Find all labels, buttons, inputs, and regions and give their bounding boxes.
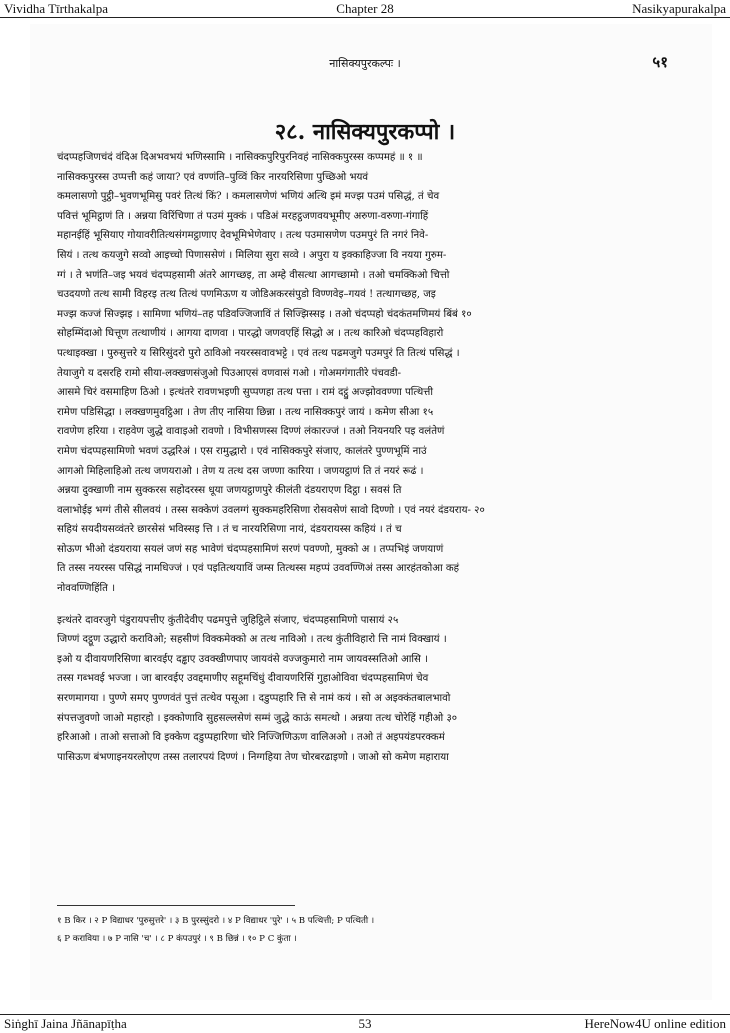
- text-line: नासिक्कपुरस्स उप्पत्ती कहं जाया? एवं वण्णंति–पुव्विं किर नारयरिसिणा पुच्छिओ भयवं: [57, 171, 369, 183]
- page-footer: [0, 1016, 730, 1033]
- footer-page-number: 53: [358, 1016, 372, 1031]
- text-line: इओ य दीवायणरिसिणा बारवईए दड्ढाए उवक्खीणपाए जायवंसे वज्जकुमारो नाम जायवस्सतिओ आसि ।: [57, 653, 429, 665]
- footnotes: [57, 912, 669, 948]
- text-line: सोऊण भीओ दंडयराया सयलं जणं सह भावेणं चंदप्पहसामिणं सरणं पवण्णो, मुक्को अ । तप्पभिइं जणयाणं: [57, 543, 444, 555]
- text-line: आगओ मिहिलाहिओ तत्थ जणयराओ । तेण य तत्थ दस जण्णा कारिया । जणयट्ठाणं ति तं नयरं रूढं ।: [57, 465, 424, 477]
- footer-edition: HereNow4U online edition: [584, 1016, 726, 1031]
- footnote-rule: [57, 905, 295, 906]
- footer-rule: [0, 1014, 730, 1015]
- footnote-line: ६ P कराविया । ७ P नासि 'च' । ८ P कंपउपुरं । ९ B छिन्नं । १० P C कुंता ।: [57, 934, 297, 944]
- text-line: सोहम्मिंदाओ घित्तूण तत्थाणीयं । आगया दाणवा । पारद्धो जणवएहिं सिद्धो अ । तत्थ कारिओ चंदप्पहविहारो: [57, 328, 444, 340]
- text-line: रामेण पडिसिद्धा । लक्खणमुवट्ठिआ । तेण तीए नासिया छिन्ना । तत्थ नासिक्कपुरं जायं । कमेण सीआ १५: [57, 406, 434, 418]
- text-line: अन्नया दुक्खाणी नाम सुक्करस सहोदरस्स धूया जणयट्ठाणपुरे कीलंती दंडयराएण दिट्ठा । सवसं ति: [57, 485, 402, 497]
- header-book-title: Vividha Tīrthakalpa: [4, 1, 109, 16]
- text-line: चउदयणो तत्थ सामी विहरइ तत्थ तित्थं पणमिऊण य जोडिअकरसंपुडो विण्णवेइ–गयवं ! तत्थागच्छह, जइ: [57, 289, 436, 301]
- text-line: रामेण चंदप्पहसामिणो भवणं उद्धरिअं । एस रामुद्धारो । एवं नासिक्कपुरे संजाए, कालंतरे पुण्णभूमिं नाउं: [57, 445, 427, 457]
- text-line: तस्स गब्भवई भज्जा । जा बारवईए उवद्दमाणीए सहूमचिंधुं दीवायणरिसिं गुहाओविवा चंदप्पहसामिणं चेव: [57, 673, 429, 685]
- chapter-title: २८. नासिक्यपुरकप्पो ।: [274, 119, 456, 145]
- text-line: मज्झ कज्जं सिज्झइ । सामिणा भणियं–तह पडिवज्जिजाविं तं सिज्झिस्सइ । तओ चंदप्पहो चंदकंतमणिमयं बिंबं १०: [57, 308, 472, 320]
- header-section-title: Nasikyapurakalpa: [632, 1, 726, 16]
- footer-publisher: Siṅghī Jaina Jñānapīṭha: [4, 1016, 127, 1031]
- text-line: पत्थाइक्खा । पुरुसुत्तरे य सिरिसुंदरो पुरो ठाविओ नयरस्सवावभट्टे । एवं तत्थ पढमजुगे पउमपुरं ति तित्थं पसिद्धं ।: [57, 347, 460, 359]
- text-line: चंदप्पहजिणचंदं वंदिअ दिअभवभयं भणिस्सामि । नासिक्कपुरिपुरनिवहं नासिक्कपुरस्स कप्पमहं ॥ १ ॥: [57, 152, 423, 163]
- body-text: [57, 148, 669, 767]
- text-line: कमलासणो पुट्ठी–भुवणभूमिसु पवरं तित्थं किं? । कमलासणेणं भणियं अत्थि इमं मज्झ पउमं पसिद्धं, तं चेव: [57, 191, 440, 203]
- paragraph-gap: [57, 599, 669, 611]
- text-line: तेयाजुगे य दसरहि रामो सीया-लक्खणसंजुओ पिउआएसं वणवासं गओ । गोअमगंगातीरे पंचवडी-: [57, 367, 402, 379]
- header-chapter: Chapter 28: [336, 1, 394, 16]
- text-line: संपत्तजुवणो जाओ महारहो । इक्कोणावि सुहसल्लसेणं सम्मं जुद्धे काऊं समत्थो । अन्नया तत्थ चोरेहिं गहीओ ३०: [57, 712, 458, 724]
- text-line: ग्गं । ते भणंति–जइ भयवं चंदप्पहसामी अंतरे आगच्छइ, ता अम्हे वीसत्था आगच्छामो । तओ चमक्किओ चित्तो: [57, 269, 450, 281]
- text-line: पासिऊण बंभणाइनयरलोएण तस्स तलारपयं दिण्णं । निग्गहिया तेण चोरबरढाइणो । जाओ सो कमेण महाराया: [57, 751, 449, 763]
- page-header: [0, 0, 730, 17]
- text-line: वलाभोईइ भग्गं तीसे सीलवयं । तस्स सक्केणं उवलग्गं सुक्कमहरिसिणा रोसवसेणं सावो दिण्णो । एवं नयरं दंडयराय- २०: [57, 504, 485, 516]
- text-line: हरिआओ । ताओ सत्ताओ वि इक्केण दडुप्पहारिणा चोरे निज्जिणिऊण वालिअओ । तओ तं अइपयंडपरक्कमं: [57, 732, 445, 744]
- footnote-line: १ B किर । २ P विद्याधर 'पुरुसुत्तरे' । ३ B पुरस्सुंदरो । ४ P विद्याधर 'पुरे' । ५ B पत्थित्ती; P पत्थिती ।: [57, 916, 375, 926]
- text-line: ति तस्स नयरस्स पसिद्धं नामधिज्जं । एवं पइतित्थयाविं जम्स तित्थस्स महप्पं उववण्णिअं तस्स आरहंतकोआ कहं: [57, 563, 460, 575]
- text-line: सहियं सयदीयसव्वंतरे छारसेसं भविस्सइ त्ति । तं च नारयरिसिणा नायं, दंडयरायस्स कहियं । तं च: [57, 524, 402, 536]
- text-line: जिण्णं दट्ठूण उद्धारो कराविओ; सहसीणं विक्कमेक्को अ तत्थ नाविओ । तत्थ कुंतीविहारो त्ति नामं विक्खायं ।: [57, 634, 447, 646]
- text-line: इत्थंतरे दावरजुगे पंडुरायपत्तीए कुंतीदेवीए पढमपुत्ते जुहिट्ठिले संजाए, चंदप्पहसामिणो पासायं २५: [57, 614, 399, 626]
- text-line: रावणेण हरिया । राहवेण जुद्धे वावाइओ रावणो । विभीसणस्स दिण्णं लंकारज्जं । तओ नियनयरि पइ वलंतेणं: [57, 426, 445, 438]
- running-head: नासिक्यपुरकल्पः ।: [329, 57, 401, 70]
- text-line: महानईहिं भूसियाए गोयावरीतित्थसंगमट्ठाणाए देवभूमिभेणेवाए । तत्थ पउमासणेण पउमपुरं ति नगरं निवे-: [57, 230, 429, 242]
- printed-page-number: ५१: [652, 53, 668, 71]
- text-line: सियं । तत्थ कयजुगे सव्वो आइच्चो पिणाससेणं । मिलिया सुरा सव्वे । अपुरा य इक्काहिज्जा वि नयया गुरुम-: [57, 249, 447, 261]
- header-rule: [0, 17, 730, 18]
- text-line: सरणमागया । पुण्णे समए पुण्णवंतं पुत्तं तत्थेव पसूआ । दडुप्पहारि त्ति से नामं कयं । सो अ अइक्कंतबालभावो: [57, 693, 451, 705]
- text-line: आसमे चिरं वसमाहिण ठिओ । इत्थंतरे रावणभइणी सुप्पणहा तत्थ पत्ता । रामं दट्ठुं अज्झोववण्णा पत्थित्ती: [57, 387, 433, 399]
- text-line: नोववण्णिहिंति ।: [57, 583, 116, 595]
- text-line: पवित्तं भूमिट्ठाणं ति । अन्नया विरिंचिणा तं पउमं मुक्कं । पडिअं मरहट्ठजणवयभूमीए अरुणा-वरुणा-गंगाहिं: [57, 210, 429, 222]
